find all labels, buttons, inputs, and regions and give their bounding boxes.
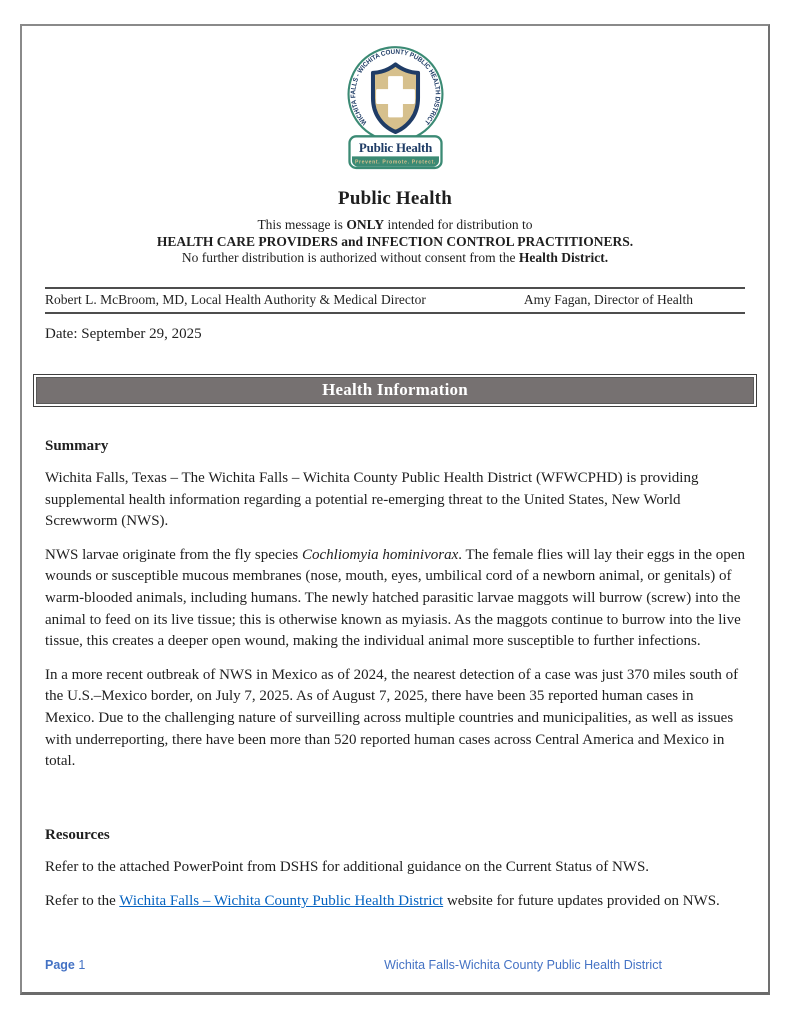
resources-p2-pre: Refer to the xyxy=(45,893,120,909)
notice-line-1-bold: ONLY xyxy=(346,217,385,232)
signatory-block xyxy=(45,287,745,314)
footer-organization: Wichita Falls-Wichita County Public Health District xyxy=(384,958,662,972)
resources-paragraph-1: Refer to the attached PowerPoint from DSHS for additional guidance on the Current Status of NWS. xyxy=(45,859,650,876)
document-page xyxy=(20,24,770,995)
summary-p2-pre: NWS larvae originate from the fly species xyxy=(45,546,302,563)
signatory-right: Amy Fagan, Director of Health xyxy=(523,291,693,307)
summary-paragraph-1: Wichita Falls, Texas – The Wichita Falls – Wichita County Public Health District (WFWCPHD) is providing supplemental health information regarding a potential re-emerging threat to the United States, New World Screwworm (NWS). xyxy=(45,470,699,530)
notice-line-3-bold: Health District. xyxy=(518,250,609,265)
summary-p2-post: . The female flies will lay their eggs in the open wounds or susceptible mucous membranes (nose, mouth, eyes, umbilical cord of a newborn animal, or genitals) of warm-blooded animals, including humans. The newly hatched parasitic larvae maggots will burrow (screw) into the animal to feed on its live tissue; this is otherwise known as myiasis. As the maggots continue to burrow into the live tissue, this creates a deeper open wound, making the individual animal more susceptible to further infections. xyxy=(45,546,745,650)
health-information-banner-title: Health Information xyxy=(36,377,754,404)
notice-line-1-pre: This message is xyxy=(257,217,347,232)
signatory-left: Robert L. McBroom, MD, Local Health Authority & Medical Director xyxy=(45,291,426,307)
page-number xyxy=(45,958,85,972)
summary-paragraph-3: In a more recent outbreak of NWS in Mexico as of 2024, the nearest detection of a case was just 370 miles south of the U.S.–Mexico border, on July 7, 2025. As of August 7, 2025, there have been 35 reported human cases in Mexico. Due to the challenging nature of surveilling across multiple countries and municipalities, as well as issues with underreporting, there have been more than 520 reported human cases across Central America and Mexico in total. xyxy=(45,666,739,770)
notice-line-2: HEALTH CARE PROVIDERS and INFECTION CONTROL PRACTITIONERS. xyxy=(156,233,634,249)
logo-banner-title: Public Health xyxy=(358,140,432,156)
page-number-value: 1 xyxy=(78,958,86,972)
health-information-banner xyxy=(33,374,757,407)
page-number-label: Page xyxy=(45,958,75,972)
health-district-link[interactable]: Wichita Falls – Wichita County Public Health District xyxy=(119,893,444,909)
document-body xyxy=(45,407,745,913)
page-footer xyxy=(45,958,745,976)
date-line: Date: September 29, 2025 xyxy=(45,325,202,342)
page-title: Public Health xyxy=(338,188,452,209)
signature-rule-bottom xyxy=(45,312,745,314)
logo-container xyxy=(45,44,745,178)
species-name-italic: Cochliomyia hominivorax xyxy=(302,546,459,563)
notice-line-3-pre: No further distribution is authorized without consent from the xyxy=(181,250,519,265)
resources-p2-post: website for future updates provided on NWS. xyxy=(443,893,720,909)
logo-ring-text: WICHITA FALLS - WICHITA COUNTY PUBLIC HEALTH DISTRICT xyxy=(349,48,441,126)
public-health-district-logo xyxy=(338,44,453,173)
signatory-row xyxy=(45,289,745,312)
notice-line-1-post: intended for distribution to xyxy=(384,217,533,232)
resources-paragraph-2 xyxy=(45,891,745,913)
summary-paragraph-2 xyxy=(45,545,745,653)
resources-heading: Resources xyxy=(45,826,110,843)
notice-line-1 xyxy=(45,217,745,234)
notice-line-3 xyxy=(45,250,745,267)
summary-heading: Summary xyxy=(45,437,109,454)
logo-tagline: Prevent. Promote. Protect. xyxy=(354,159,436,166)
distribution-notice xyxy=(45,217,745,267)
